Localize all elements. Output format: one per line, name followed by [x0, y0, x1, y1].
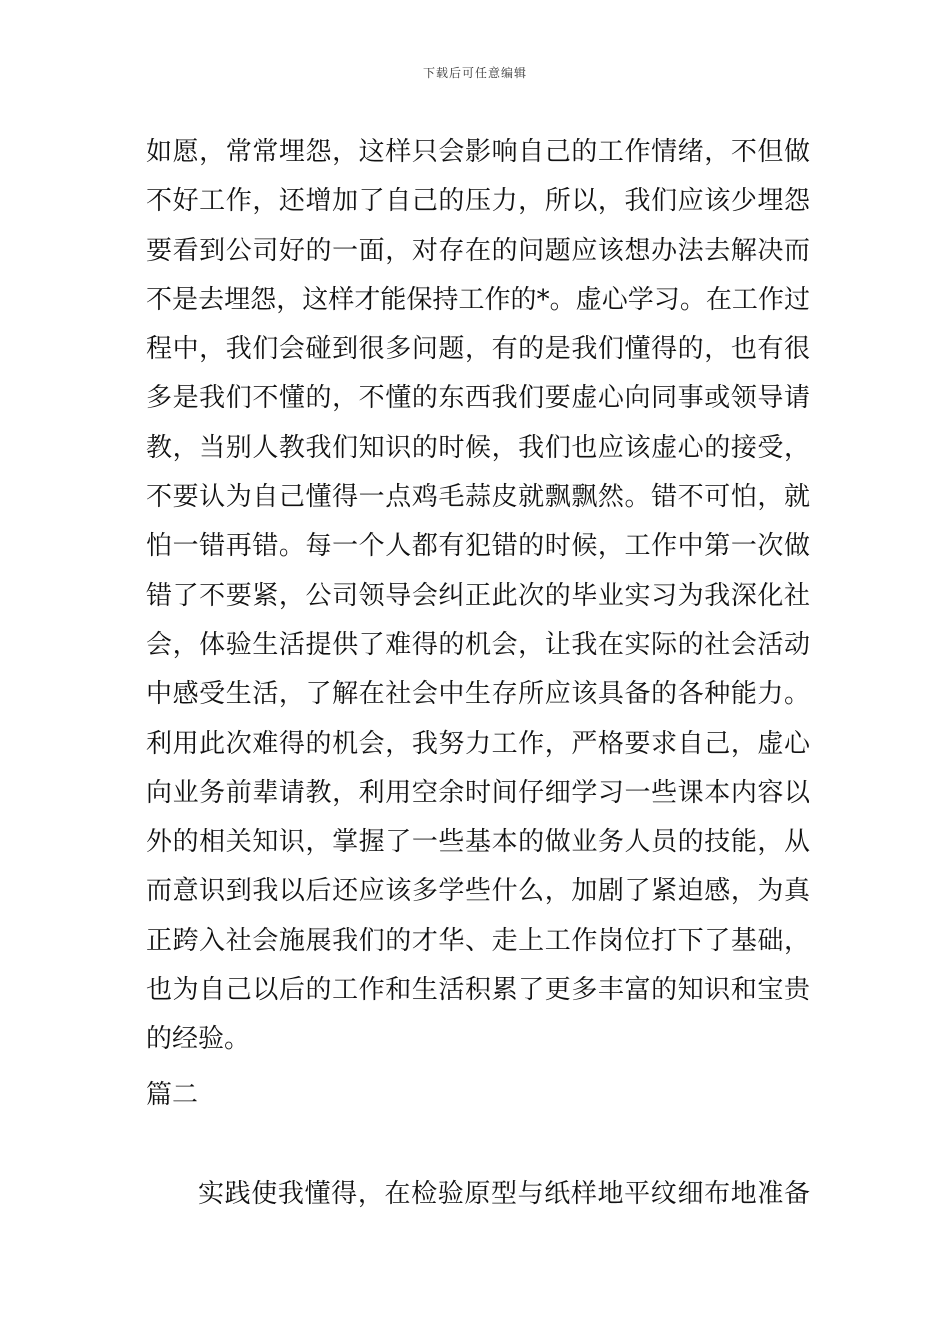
text-line: 教，当别人教我们知识的时候，我们也应该虚心的接受，	[146, 432, 810, 463]
text-line: 正跨入社会施展我们的才华、走上工作岗位打下了基础，	[146, 925, 810, 956]
text-line: 错了不要紧，公司领导会纠正此次的毕业实习为我深化社	[146, 580, 810, 611]
text-line: 利用此次难得的机会，我努力工作，严格要求自己，虚心	[146, 728, 810, 759]
text-line: 不好工作，还增加了自己的压力，所以，我们应该少埋怨	[146, 186, 810, 217]
text-line: 多是我们不懂的，不懂的东西我们要虚心向同事或领导请	[146, 383, 810, 414]
text-line: 外的相关知识，掌握了一些基本的做业务人员的技能，从	[146, 827, 810, 858]
document-body	[146, 128, 810, 1065]
text-line: 不是去埋怨，这样才能保持工作的*。虚心学习。在工作过	[146, 284, 810, 315]
text-line: 要看到公司好的一面，对存在的问题应该想办法去解决而	[146, 235, 810, 266]
paragraph-first-line: 实践使我懂得，在检验原型与纸样地平纹细布地准备	[198, 1179, 810, 1209]
text-line: 不要认为自己懂得一点鸡毛蒜皮就飘飘然。错不可怕，就	[146, 482, 810, 513]
text-line: 也为自己以后的工作和生活积累了更多丰富的知识和宝贵	[146, 975, 810, 1006]
section-heading: 篇二	[146, 1080, 199, 1110]
text-line: 中感受生活，了解在社会中生存所应该具备的各种能力。	[146, 679, 810, 710]
text-line: 程中，我们会碰到很多问题，有的是我们懂得的，也有很	[146, 334, 810, 365]
text-line: 向业务前辈请教，利用空余时间仔细学习一些课本内容以	[146, 777, 810, 808]
text-line-last: 的经验。	[146, 1024, 251, 1055]
page-header: 下载后可任意编辑	[422, 66, 527, 80]
text-line: 如愿，常常埋怨，这样只会影响自己的工作情绪，不但做	[146, 137, 810, 167]
text-line: 会，体验生活提供了难得的机会，让我在实际的社会活动	[146, 629, 810, 660]
text-line: 而意识到我以后还应该多学些什么，加剧了紧迫感，为真	[146, 876, 810, 907]
text-line: 怕一错再错。每一个人都有犯错的时候，工作中第一次做	[146, 531, 810, 562]
